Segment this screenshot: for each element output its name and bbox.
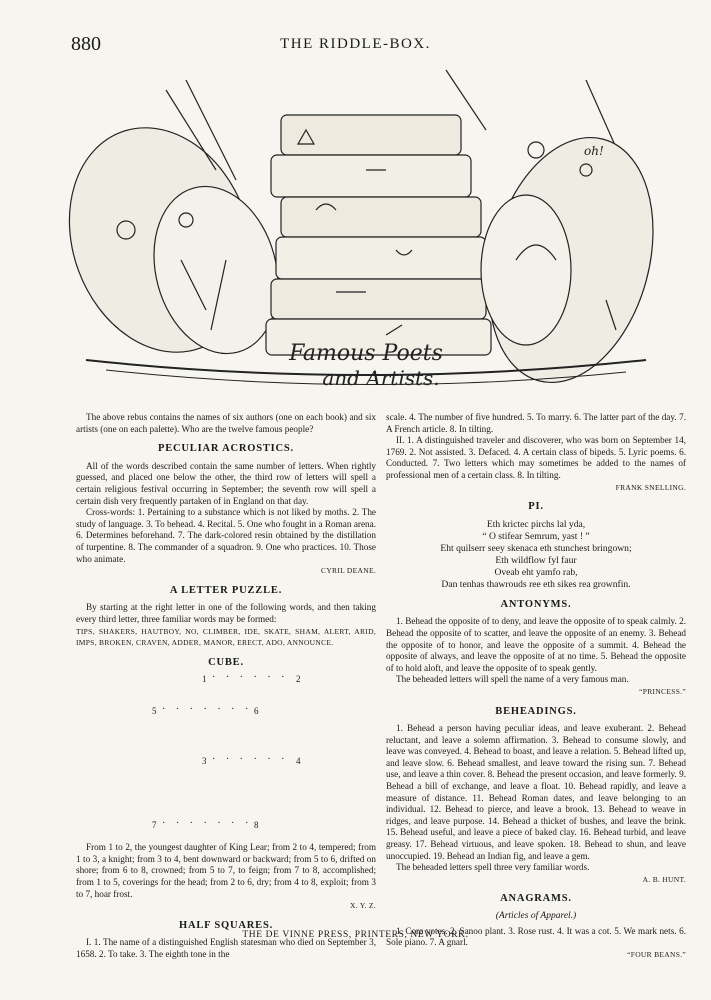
- cube-title: CUBE.: [208, 656, 244, 668]
- cube-diagram: 1 · · · · · · 2 5 · · · · · · · 6 3 · · · · · · 4 7 · · · · · · · 8: [152, 672, 301, 831]
- antonyms-body: 1. Behead the opposite of to deny, and leave the opposite of to speak calmly. 2. Behead the opposite of to scatter, and leave the opposite of an enemy. 3. Behead the opposite of to honor, and leave the opposite of a summit. 4. Behead the opposite of always, and leave the opposite of at no time. 5. Behead the opposite of to hold aloft, and leave the opposite of to speak gently.: [386, 616, 686, 673]
- acrostics-title: PECULIAR ACROSTICS.: [158, 443, 294, 455]
- half-squares-title: HALF SQUARES.: [178, 919, 274, 931]
- antonyms-tail: The beheaded letters will spell the name of a very famous man.: [396, 674, 629, 685]
- page-number: 880: [71, 33, 101, 55]
- pi-line: Eht quilserr seey skenaca eth stunchest bringown;: [440, 542, 632, 554]
- acrostics-body: All of the words described contain the same number of letters. When rightly guessed, and placed one below the other, the third row of letters will spell a certain religious festival occurring in September; the seventh row will spell a certain dish very frequently partaken of in England on that day.: [76, 460, 376, 506]
- cube-signature: X. Y. Z.: [350, 901, 376, 911]
- beheadings-signature: A. B. HUNT.: [642, 874, 686, 884]
- rebus-intro: The above rebus contains the names of six authors (one on each book) and six artists (one on each palette). Who are the twelve famous people?: [76, 412, 376, 434]
- cube-num: 5: [152, 706, 157, 717]
- letter-puzzle-body: By starting at the right letter in one of the following words, and then taking every third letter, three familiar words may be formed:: [76, 602, 376, 624]
- cube-num: 4: [296, 756, 301, 767]
- cube-num: 2: [296, 674, 301, 685]
- pi-title: PI.: [528, 501, 544, 513]
- half-squares-signature: FRANK SNELLING.: [615, 482, 686, 492]
- anagrams-signature: “FOUR BEANS.”: [627, 949, 686, 959]
- book-stack: [266, 115, 491, 355]
- cube-num: 1: [202, 674, 207, 685]
- right-column: [386, 412, 686, 960]
- left-column: [76, 412, 376, 961]
- caption-script: Famous Poets: [289, 341, 443, 366]
- half-squares-two: II. 1. A distinguished traveler and discoverer, who was born on September 14, 1769. 2. Not assisted. 3. Defaced. 4. A certain class of bipeds. 5. Lyric poems. 6. Conducted. 7. Two letters which may sometimes be added to the names of professional men of a certain class. 8. In tilting.: [386, 435, 686, 480]
- pi-line: Eth krictec pirchs lal yda,: [486, 518, 586, 530]
- beheadings-tail: The beheaded letters spell three very familiar words.: [396, 862, 590, 873]
- cube-body: From 1 to 2, the youngest daughter of King Lear; from 2 to 4, tempered; from 1 to 3, a knight; from 3 to 4, bent downward or backward; from 5 to 6, drifted on shore; from 6 to 8, crowned; from 5 to 7, to feign; from 7 to 8, accomplished; from 1 to 5, coverings for the head; from 2 to 6, dry; from 4 to 8, exploit; from 3 to 7, hoar frost.: [76, 842, 376, 899]
- half-squares-body: I. 1. The name of a distinguished English statesman who died on September 3, 1658. 2. To take. 3. The eighth tone in the: [76, 937, 376, 960]
- svg-text:and Artists.: and Artists.: [322, 366, 440, 390]
- pi-line: Dan tenhas thawrouds ree eth sikes rea grownfin.: [441, 578, 631, 590]
- antonyms-title: ANTONYMS.: [500, 598, 572, 610]
- anagrams-title: ANAGRAMS.: [500, 893, 572, 905]
- letter-puzzle-words: TIPS, SHAKERS, HAUTBOY, NO, CLIMBER, IDE, SKATE, SHAM, ALERT, ARID, IMPS, BROKEN, CRAVEN, ADDER, MANOR, ERECT, ADO, ANNOUNCE.: [76, 626, 376, 648]
- beheadings-body: 1. Behead a person having peculiar ideas, and leave exuberant. 2. Behead reluctant, and leave a solemn affirmation. 3. Behead to consume slowly, and leave was conveyed. 4. Behead to boast, and leave a relation. 5. Behead lifted up, and leave slow. 6. Behead smallest, and leave toward the rising sun. 7. Behead use, and leave a thin cover. 8. Behead the present occasion, and leave formerly. 9. Behead a bill of exchange, and leave a float. 10. Behead rapidly, and leave a measure of distance. 11. Behead Roman dates, and leave belonging to an individual. 12. Behead to pierce, and leave a brook. 13. Behead to weave in ridges, and leave purpose. 14. Behead a thicket of bushes, and leave the brink. 15. Behead useful, and leave a piece of baked clay. 16. Behead turbid, and leave greasy. 17. Behead virtuous, and leave spoken. 18. Behead to shun, and leave unoccupied. 19. Behead an Indian fig, and leave a gem.: [386, 723, 686, 861]
- acrostics-signature: CYRIL DEANE.: [321, 566, 376, 576]
- rebus-illustration: [66, 60, 658, 402]
- pi-line: Oveab eht yamfo rab,: [494, 566, 578, 578]
- pi-line: Eth wildflow fyl faur: [495, 554, 577, 566]
- acrostics-cross: Cross-words: 1. Pertaining to a substance which is not liked by moths. 2. The study of language. 3. To behead. 4. Recital. 5. One who fought in a Roman arena. 6. Determines beforehand. 7. The dark-colored resin obtained by the distillation of turpentine. 8. The commander of a squadron. 9. One who practices. 10. Those who animate.: [76, 507, 376, 564]
- cube-num: 8: [254, 820, 259, 831]
- anagrams-body: 1. Cora votes. 2. Sanoo plant. 3. Rose rust. 4. It was a cot. 5. We mark nets. 6. Sole piano. 7. A gnarl.: [386, 925, 686, 948]
- printer-footer: THE DE VINNE PRESS, PRINTERS, NEW YORK.: [242, 930, 469, 940]
- cube-num: 3: [202, 756, 207, 767]
- running-title: THE RIDDLE-BOX.: [280, 36, 431, 52]
- pi-line: “ O stifear Semrum, yast ! ”: [482, 530, 590, 542]
- letter-puzzle-title: A LETTER PUZZLE.: [169, 584, 283, 596]
- oh-label: oh!: [584, 144, 604, 158]
- anagrams-subtitle: (Articles of Apparel.): [495, 911, 577, 921]
- beheadings-title: BEHEADINGS.: [495, 705, 577, 717]
- antonyms-signature: “PRINCESS.”: [639, 686, 686, 696]
- half-squares-continued: scale. 4. The number of five hundred. 5. To marry. 6. The latter part of the day. 7. A French article. 8. In tilting.: [386, 412, 686, 434]
- cube-num: 7: [152, 820, 157, 831]
- pi-verse: [386, 519, 686, 591]
- cube-num: 6: [254, 706, 259, 717]
